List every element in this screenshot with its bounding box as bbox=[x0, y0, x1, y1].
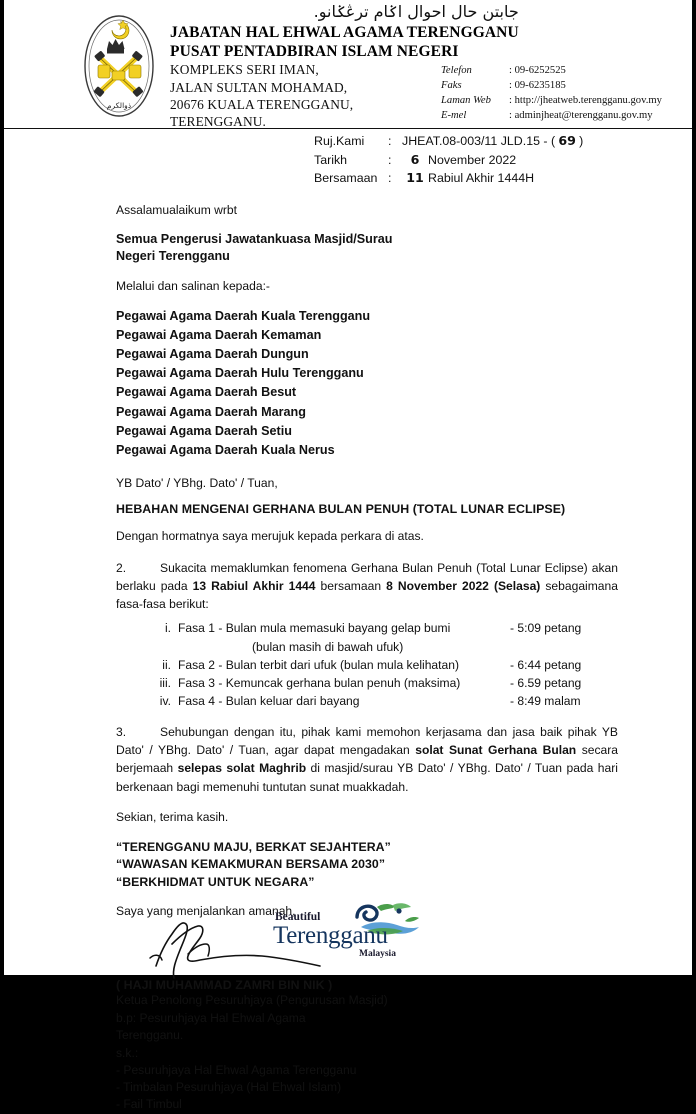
ruj-kami-handwritten-number: 69 bbox=[558, 133, 576, 148]
address-line-2: JALAN SULTAN MOHAMAD, bbox=[170, 79, 348, 95]
ruj-kami-colon: : bbox=[388, 134, 392, 148]
contact-label-faks: Faks bbox=[441, 80, 462, 92]
phase-4-description: Fasa 4 - Bulan keluar dari bayang bbox=[178, 693, 360, 708]
sk-item: - Fail Timbul bbox=[116, 1097, 182, 1112]
contact-row-faks bbox=[441, 78, 662, 93]
footer bbox=[4, 905, 692, 961]
contact-value-telefon: : 09-6252525 bbox=[509, 65, 566, 76]
signatory-bp-line: b.p: Pesuruhjaya Hal Ehwal Agama bbox=[116, 1010, 306, 1025]
phase-item-1 bbox=[156, 619, 618, 655]
motto-line-1: “TERENGGANU MAJU, BERKAT SEJAHTERA” bbox=[116, 840, 391, 855]
phase-row-3 bbox=[156, 674, 618, 692]
bersamaan-value bbox=[402, 169, 534, 188]
ruj-kami-suffix: ) bbox=[579, 134, 584, 148]
paragraph-3-text-c: secara berjemaah bbox=[116, 743, 618, 776]
paragraph-3-number: 3. bbox=[116, 725, 127, 740]
ruj-kami-prefix: JHEAT.08-003/11 JLD.15 - ( bbox=[402, 134, 556, 148]
sk-block bbox=[116, 1045, 618, 1114]
paragraph-2 bbox=[116, 559, 618, 613]
phase-1-subnote: (bulan masih di bawah ufuk) bbox=[252, 639, 404, 654]
phase-1-description: Fasa 1 - Bulan mula memasuki bayang gelap bumi bbox=[178, 621, 451, 636]
motto-line-3: “BERKHIDMAT UNTUK NEGARA” bbox=[116, 874, 315, 889]
beautiful-terengganu-logo bbox=[273, 905, 423, 961]
address-line-3: 20676 KUALA TERENGGANU, bbox=[170, 96, 354, 112]
phase-1-time: - 5:09 petang bbox=[510, 621, 582, 636]
list-item: Pegawai Agama Daerah Kuala Terengganu bbox=[116, 308, 371, 323]
tarikh-colon: : bbox=[388, 152, 392, 167]
sk-label: s.k.: bbox=[116, 1045, 139, 1060]
paragraph-3 bbox=[116, 723, 618, 796]
ruj-kami-label: Ruj.Kami bbox=[314, 134, 365, 148]
reference-row-tarikh bbox=[314, 151, 692, 170]
contact-value-email: : adminjheat@terengganu.gov.my bbox=[509, 110, 653, 122]
contact-value-faks: : 09-6235185 bbox=[509, 80, 566, 92]
ruj-kami-value bbox=[402, 132, 583, 151]
paragraph-2-number: 2. bbox=[116, 561, 127, 575]
letter-content bbox=[4, 202, 692, 1114]
subject-heading: HEBAHAN MENGENAI GERHANA BULAN PENUH (TOTAL LUNAR ECLIPSE) bbox=[116, 502, 566, 517]
logo-malaysia-text: Malaysia bbox=[359, 949, 396, 959]
phase-2-description: Fasa 2 - Bulan terbit dari ufuk (bulan mula kelihatan) bbox=[178, 657, 459, 672]
tarikh-label: Tarikh bbox=[314, 152, 348, 167]
department-name-line2: PUSAT PENTADBIRAN ISLAM NEGERI bbox=[170, 43, 459, 61]
phase-1-roman: i. bbox=[164, 621, 171, 636]
address-line-4: TERENGGANU. bbox=[170, 114, 266, 130]
paragraph-3-prayer-name: solat Sunat Gerhana Bulan bbox=[415, 743, 577, 758]
phase-2-time: - 6:44 petang bbox=[510, 657, 582, 672]
phase-2-roman: ii. bbox=[162, 657, 171, 672]
list-item: Pegawai Agama Daerah Besut bbox=[116, 385, 297, 400]
phase-row-2 bbox=[156, 656, 618, 674]
salutation: YB Dato' / YBhg. Dato' / Tuan, bbox=[116, 475, 278, 490]
sk-item: - Timbalan Pesuruhjaya (Hal Ehwal Islam) bbox=[116, 1080, 342, 1095]
cc-recipient-list bbox=[116, 307, 618, 460]
bersamaan-label: Bersamaan bbox=[314, 171, 378, 185]
letterhead bbox=[4, 0, 692, 130]
motto-block bbox=[116, 839, 618, 891]
paragraph-3-text-d: di masjid/surau YB Dato' / YBhg. Dato' / Tuan pada hari berkenaan bagi memenuhi tuntutan sunat muakkadah. bbox=[116, 761, 618, 794]
contact-details bbox=[441, 63, 662, 123]
phase-4-roman: iv. bbox=[159, 693, 171, 708]
phase-3-roman: iii. bbox=[159, 675, 171, 690]
terengganu-state-crest-icon bbox=[76, 8, 162, 120]
tarikh-month-year: November 2022 bbox=[428, 152, 517, 167]
motto-line-2: “WAWASAN KEMAKMURAN BERSAMA 2030” bbox=[116, 857, 386, 872]
list-item: Pegawai Agama Daerah Kuala Nerus bbox=[116, 442, 335, 457]
phase-3-description: Fasa 3 - Kemuncak gerhana bulan penuh (maksima) bbox=[178, 675, 461, 690]
contact-label-telefon: Telefon bbox=[441, 65, 472, 76]
jawi-department-name: جابتن حال احوال اݢام ترڠݢانو. bbox=[313, 2, 519, 21]
paragraph-2-text-e: sebagaimana fasa-fasa berikut: bbox=[116, 579, 618, 612]
contact-row-email bbox=[441, 108, 662, 123]
list-item: Pegawai Agama Daerah Marang bbox=[116, 404, 306, 419]
paragraph-2-weekday: (Selasa) bbox=[493, 579, 541, 594]
paragraph-2-gregorian-date: 8 November 2022 bbox=[386, 579, 489, 594]
phase-4-time: - 8:49 malam bbox=[510, 693, 581, 708]
greeting: Assalamualaikum wrbt bbox=[116, 202, 237, 217]
intro-paragraph: Dengan hormatnya saya merujuk kepada perkara di atas. bbox=[116, 529, 424, 544]
phase-3-time: - 6.59 petang bbox=[510, 675, 582, 690]
reference-row-ruj-kami bbox=[314, 132, 692, 151]
paragraph-2-text-c: bersamaan bbox=[315, 579, 387, 594]
contact-value-laman-web: : http://jheatweb.terengganu.gov.my bbox=[509, 95, 662, 107]
closing-phrase: Saya yang menjalankan amanah, bbox=[116, 903, 296, 918]
address-line-1: KOMPLEKS SERI IMAN, bbox=[170, 62, 319, 78]
signatory-name: ( HAJI MUHAMMAD ZAMRI BIN NIK ) bbox=[116, 978, 333, 993]
paragraph-2-hijri-date: 13 Rabiul Akhir 1444 bbox=[192, 579, 316, 594]
logo-terengganu-text: Terengganu bbox=[273, 922, 388, 949]
tarikh-value bbox=[402, 151, 516, 170]
addressee-block bbox=[116, 231, 618, 265]
letter-body bbox=[4, 132, 692, 1114]
letterhead-divider bbox=[4, 128, 692, 129]
eclipse-phase-list bbox=[116, 619, 618, 710]
closing-thanks: Sekian, terima kasih. bbox=[116, 809, 229, 824]
contact-row-laman-web bbox=[441, 93, 662, 108]
paragraph-3-timing: selepas solat Maghrib bbox=[177, 761, 307, 776]
contact-row-telefon bbox=[441, 63, 662, 78]
tarikh-handwritten-day: 6 bbox=[410, 151, 420, 167]
list-item: Pegawai Agama Daerah Kemaman bbox=[116, 327, 322, 342]
paragraph-3-text-a: Sehubungan dengan itu, pihak kami memohon kerjasama dan jasa baik pihak YB Dato' / YBhg. Dato' / Tuan, agar dapat mengadakan bbox=[116, 725, 618, 758]
addressee-line-1: Semua Pengerusi Jawatankuasa Masjid/Surau bbox=[116, 232, 393, 247]
signatory-state: Terengganu. bbox=[116, 1027, 184, 1042]
addressee-line-2: Negeri Terengganu bbox=[116, 249, 230, 264]
reference-row-bersamaan bbox=[314, 169, 692, 188]
cc-lead-text: Melalui dan salinan kepada:- bbox=[116, 279, 270, 294]
contact-label-laman-web: Laman Web bbox=[441, 95, 491, 107]
bersamaan-handwritten-day: 11 bbox=[406, 170, 424, 185]
list-item: Pegawai Agama Daerah Setiu bbox=[116, 423, 292, 438]
bersamaan-colon: : bbox=[388, 171, 392, 185]
svg-text:ذوالكرم: ذوالكرم bbox=[106, 101, 132, 110]
contact-label-email: E-mel bbox=[441, 110, 467, 122]
reference-block bbox=[4, 132, 692, 188]
logo-beautiful-text: Beautiful bbox=[275, 911, 321, 923]
bersamaan-hijri-date: Rabiul Akhir 1444H bbox=[428, 171, 535, 185]
signatory-title: Ketua Penolong Pesuruhjaya (Pengurusan Masjid) bbox=[116, 993, 388, 1008]
list-item: Pegawai Agama Daerah Dungun bbox=[116, 347, 309, 362]
phase-row-1 bbox=[156, 619, 618, 637]
phase-row-4 bbox=[156, 692, 618, 710]
department-name-line1: JABATAN HAL EHWAL AGAMA TERENGGANU bbox=[170, 23, 519, 41]
sk-item: - Pesuruhjaya Hal Ehwal Agama Terengganu bbox=[116, 1063, 357, 1078]
paragraph-2-text-a: Sukacita memaklumkan fenomena Gerhana Bulan Penuh (Total Lunar Eclipse) akan berlaku pada bbox=[116, 561, 618, 594]
list-item: Pegawai Agama Daerah Hulu Terengganu bbox=[116, 366, 364, 381]
